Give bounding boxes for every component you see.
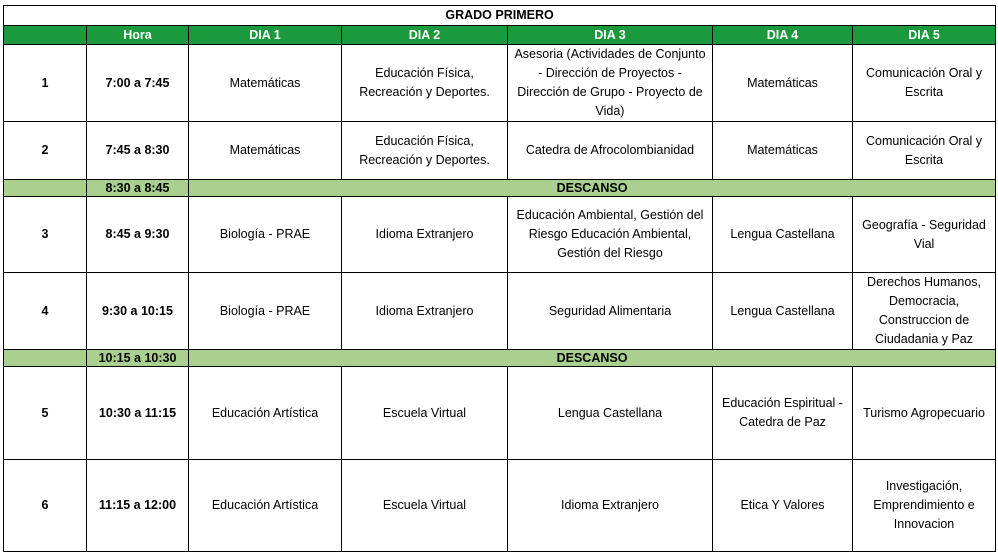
table-row [4, 367, 996, 460]
period-number: 5 [4, 367, 87, 460]
period-time: 9:30 a 10:15 [87, 273, 189, 350]
header-dia-5: DIA 5 [853, 26, 996, 45]
subject-cell: Comunicación Oral y Escrita [853, 122, 996, 180]
subject-cell: Escuela Virtual [342, 460, 508, 552]
subject-cell: Escuela Virtual [342, 367, 508, 460]
break-blank [4, 180, 87, 197]
header-dia-2: DIA 2 [342, 26, 508, 45]
subject-cell: Catedra de Afrocolombianidad [508, 122, 713, 180]
period-number: 6 [4, 460, 87, 552]
subject-cell: Seguridad Alimentaria [508, 273, 713, 350]
period-time: 7:45 a 8:30 [87, 122, 189, 180]
subject-cell: Matemáticas [713, 122, 853, 180]
subject-cell: Educación Artística [189, 460, 342, 552]
subject-cell: Etica Y Valores [713, 460, 853, 552]
header-row [4, 26, 996, 45]
subject-cell: Derechos Humanos, Democracia, Construccion de Ciudadania y Paz [853, 273, 996, 350]
header-dia-1: DIA 1 [189, 26, 342, 45]
subject-cell: Educación Física, Recreación y Deportes. [342, 45, 508, 122]
break-row [4, 350, 996, 367]
subject-cell: Matemáticas [189, 122, 342, 180]
header-hora: Hora [87, 26, 189, 45]
subject-cell: Matemáticas [713, 45, 853, 122]
period-time: 7:00 a 7:45 [87, 45, 189, 122]
schedule-table [3, 5, 996, 552]
break-row [4, 180, 996, 197]
subject-cell: Geografía - Seguridad Vial [853, 197, 996, 273]
period-number: 1 [4, 45, 87, 122]
header-blank [4, 26, 87, 45]
break-time: 10:15 a 10:30 [87, 350, 189, 367]
table-row [4, 460, 996, 552]
table-row [4, 122, 996, 180]
subject-cell: Idioma Extranjero [342, 197, 508, 273]
break-label: DESCANSO [189, 180, 996, 197]
subject-cell: Idioma Extranjero [508, 460, 713, 552]
subject-cell: Investigación, Emprendimiento e Innovacion [853, 460, 996, 552]
period-number: 3 [4, 197, 87, 273]
subject-cell: Turismo Agropecuario [853, 367, 996, 460]
subject-cell: Educación Espiritual - Catedra de Paz [713, 367, 853, 460]
table-row [4, 273, 996, 350]
break-time: 8:30 a 8:45 [87, 180, 189, 197]
subject-cell: Biología - PRAE [189, 273, 342, 350]
subject-cell: Lengua Castellana [713, 197, 853, 273]
header-dia-3: DIA 3 [508, 26, 713, 45]
subject-cell: Educación Ambiental, Gestión del Riesgo Educación Ambiental, Gestión del Riesgo [508, 197, 713, 273]
table-row [4, 45, 996, 122]
subject-cell: Matemáticas [189, 45, 342, 122]
table-row [4, 197, 996, 273]
break-label: DESCANSO [189, 350, 996, 367]
schedule-title: GRADO PRIMERO [4, 6, 996, 26]
period-time: 10:30 a 11:15 [87, 367, 189, 460]
subject-cell: Educación Física, Recreación y Deportes. [342, 122, 508, 180]
period-number: 2 [4, 122, 87, 180]
subject-cell: Comunicación Oral y Escrita [853, 45, 996, 122]
period-number: 4 [4, 273, 87, 350]
period-time: 8:45 a 9:30 [87, 197, 189, 273]
header-dia-4: DIA 4 [713, 26, 853, 45]
subject-cell: Asesoria (Actividades de Conjunto - Dirección de Proyectos - Dirección de Grupo - Proyecto de Vida) [508, 45, 713, 122]
subject-cell: Idioma Extranjero [342, 273, 508, 350]
break-blank [4, 350, 87, 367]
subject-cell: Biología - PRAE [189, 197, 342, 273]
period-time: 11:15 a 12:00 [87, 460, 189, 552]
subject-cell: Educación Artística [189, 367, 342, 460]
subject-cell: Lengua Castellana [713, 273, 853, 350]
subject-cell: Lengua Castellana [508, 367, 713, 460]
